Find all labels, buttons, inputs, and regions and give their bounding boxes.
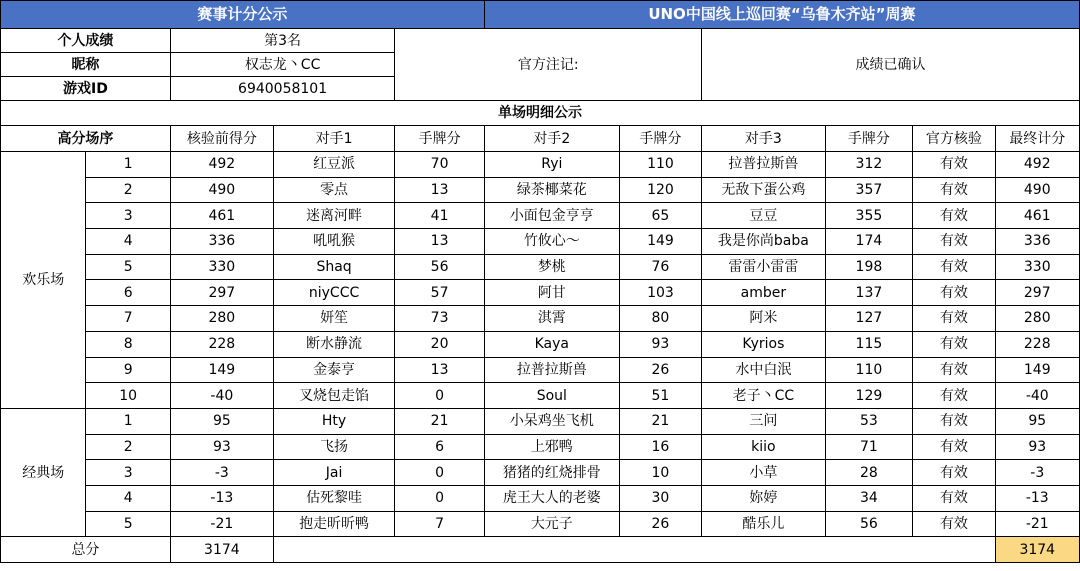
- pre-check-score: 490: [170, 177, 273, 203]
- col-header-seq: 高分场序: [1, 126, 171, 152]
- opponent-1: 迷离河畔: [273, 203, 394, 229]
- col-header-opponent-2: 对手2: [484, 126, 619, 152]
- opponent-2: 梦桃: [484, 254, 619, 280]
- hand-score-3: 174: [825, 229, 913, 255]
- official-check: 有效: [913, 357, 995, 383]
- official-check: 有效: [913, 254, 995, 280]
- match-seq: 4: [86, 229, 170, 255]
- official-note-label: 官方注记:: [395, 29, 702, 101]
- pre-check-score: 95: [170, 408, 273, 434]
- col-header-opponent-1: 对手1: [273, 126, 394, 152]
- hand-score-1: 41: [395, 203, 485, 229]
- match-seq: 3: [86, 203, 170, 229]
- group-label: 欢乐场: [1, 152, 86, 409]
- col-header-hand-2: 手牌分: [619, 126, 701, 152]
- hand-score-1: 13: [395, 177, 485, 203]
- nickname-label: 昵称: [1, 53, 171, 77]
- official-check: 有效: [913, 203, 995, 229]
- pre-check-score: -13: [170, 485, 273, 511]
- final-score: 490: [995, 177, 1079, 203]
- col-header-official-check: 官方核验: [913, 126, 995, 152]
- hand-score-3: 129: [825, 383, 913, 409]
- table-row: [1, 280, 1080, 306]
- match-seq: 3: [86, 460, 170, 486]
- final-score: 95: [995, 408, 1079, 434]
- opponent-3: 豆豆: [702, 203, 826, 229]
- hand-score-2: 103: [619, 280, 701, 306]
- opponent-2: 拉普拉斯兽: [484, 357, 619, 383]
- match-seq: 8: [86, 331, 170, 357]
- rank-label: 个人成绩: [1, 29, 171, 53]
- opponent-3: 雷雷小雷雷: [702, 254, 826, 280]
- opponent-3: 阿米: [702, 306, 826, 332]
- match-seq: 9: [86, 357, 170, 383]
- hand-score-2: 21: [619, 408, 701, 434]
- opponent-1: 飞扬: [273, 434, 394, 460]
- table-row: [1, 383, 1080, 409]
- hand-score-2: 10: [619, 460, 701, 486]
- hand-score-2: 76: [619, 254, 701, 280]
- hand-score-3: 115: [825, 331, 913, 357]
- hand-score-3: 34: [825, 485, 913, 511]
- game-id-label: 游戏ID: [1, 77, 171, 101]
- opponent-1: Jai: [273, 460, 394, 486]
- detail-section-title: 单场明细公示: [1, 101, 1080, 126]
- hand-score-3: 53: [825, 408, 913, 434]
- table-row: [1, 434, 1080, 460]
- nickname-value: 权志龙丶CC: [170, 53, 394, 77]
- opponent-2: 虎王大人的老婆: [484, 485, 619, 511]
- hand-score-1: 21: [395, 408, 485, 434]
- opponent-1: 红豆派: [273, 152, 394, 178]
- official-check: 有效: [913, 511, 995, 537]
- table-row: [1, 408, 1080, 434]
- hand-score-3: 355: [825, 203, 913, 229]
- match-seq: 5: [86, 254, 170, 280]
- opponent-3: 拉普拉斯兽: [702, 152, 826, 178]
- hand-score-1: 0: [395, 383, 485, 409]
- pre-check-score: 492: [170, 152, 273, 178]
- opponent-2: 小呆鸡坐飞机: [484, 408, 619, 434]
- opponent-2: 绿茶椰菜花: [484, 177, 619, 203]
- hand-score-3: 137: [825, 280, 913, 306]
- total-pre-score: 3174: [170, 537, 273, 563]
- opponent-2: 淇霄: [484, 306, 619, 332]
- opponent-1: Shaq: [273, 254, 394, 280]
- total-final-score: 3174: [995, 537, 1079, 563]
- hand-score-3: 110: [825, 357, 913, 383]
- pre-check-score: -21: [170, 511, 273, 537]
- hand-score-3: 312: [825, 152, 913, 178]
- hand-score-2: 80: [619, 306, 701, 332]
- opponent-1: 妍笙: [273, 306, 394, 332]
- pre-check-score: 228: [170, 331, 273, 357]
- table-row: [1, 460, 1080, 486]
- opponent-3: 三问: [702, 408, 826, 434]
- opponent-2: 大元子: [484, 511, 619, 537]
- hand-score-2: 16: [619, 434, 701, 460]
- table-row: [1, 485, 1080, 511]
- opponent-2: 猪猪的红烧排骨: [484, 460, 619, 486]
- hand-score-1: 13: [395, 357, 485, 383]
- opponent-1: 金泰亨: [273, 357, 394, 383]
- final-score: 492: [995, 152, 1079, 178]
- pre-check-score: 336: [170, 229, 273, 255]
- final-score: 149: [995, 357, 1079, 383]
- match-seq: 7: [86, 306, 170, 332]
- opponent-3: 小草: [702, 460, 826, 486]
- match-seq: 4: [86, 485, 170, 511]
- hand-score-1: 13: [395, 229, 485, 255]
- opponent-1: niyCCC: [273, 280, 394, 306]
- total-label: 总分: [1, 537, 171, 563]
- official-check: 有效: [913, 152, 995, 178]
- table-row: [1, 511, 1080, 537]
- hand-score-2: 110: [619, 152, 701, 178]
- pre-check-score: 149: [170, 357, 273, 383]
- official-check: 有效: [913, 383, 995, 409]
- table-row: [1, 357, 1080, 383]
- hand-score-2: 149: [619, 229, 701, 255]
- match-seq: 6: [86, 280, 170, 306]
- col-header-hand-1: 手牌分: [395, 126, 485, 152]
- hand-score-2: 26: [619, 511, 701, 537]
- col-header-opponent-3: 对手3: [702, 126, 826, 152]
- pre-check-score: 330: [170, 254, 273, 280]
- opponent-1: 断水静流: [273, 331, 394, 357]
- match-seq: 10: [86, 383, 170, 409]
- match-seq: 2: [86, 177, 170, 203]
- final-score: 297: [995, 280, 1079, 306]
- official-check: 有效: [913, 331, 995, 357]
- match-seq: 1: [86, 408, 170, 434]
- official-check: 有效: [913, 229, 995, 255]
- game-id-value: 6940058101: [170, 77, 394, 101]
- hand-score-1: 0: [395, 460, 485, 486]
- official-check: 有效: [913, 434, 995, 460]
- opponent-3: 水中白泯: [702, 357, 826, 383]
- official-check: 有效: [913, 460, 995, 486]
- hand-score-1: 20: [395, 331, 485, 357]
- table-row: [1, 203, 1080, 229]
- pre-check-score: 461: [170, 203, 273, 229]
- hand-score-1: 57: [395, 280, 485, 306]
- table-row: [1, 306, 1080, 332]
- hand-score-1: 7: [395, 511, 485, 537]
- final-score: 461: [995, 203, 1079, 229]
- hand-score-2: 51: [619, 383, 701, 409]
- hand-score-2: 30: [619, 485, 701, 511]
- final-score: -3: [995, 460, 1079, 486]
- final-score: 280: [995, 306, 1079, 332]
- event-title: UNO中国线上巡回赛“乌鲁木齐站”周赛: [484, 1, 1079, 29]
- opponent-3: Kyrios: [702, 331, 826, 357]
- pre-check-score: 93: [170, 434, 273, 460]
- table-row: [1, 254, 1080, 280]
- final-score: -21: [995, 511, 1079, 537]
- table-row: [1, 152, 1080, 178]
- opponent-1: 抱走昕昕鸭: [273, 511, 394, 537]
- match-seq: 2: [86, 434, 170, 460]
- opponent-3: 老子丶CC: [702, 383, 826, 409]
- official-check: 有效: [913, 280, 995, 306]
- group-label: 经典场: [1, 408, 86, 536]
- sheet-title: 赛事计分公示: [1, 1, 485, 29]
- table-row: [1, 177, 1080, 203]
- pre-check-score: 280: [170, 306, 273, 332]
- opponent-3: 酷乐儿: [702, 511, 826, 537]
- opponent-1: 估死黎哇: [273, 485, 394, 511]
- hand-score-2: 93: [619, 331, 701, 357]
- table-row: [1, 229, 1080, 255]
- hand-score-3: 357: [825, 177, 913, 203]
- table-row: [1, 331, 1080, 357]
- opponent-3: 无敌下蛋公鸡: [702, 177, 826, 203]
- col-header-hand-3: 手牌分: [825, 126, 913, 152]
- opponent-1: Hty: [273, 408, 394, 434]
- opponent-2: Kaya: [484, 331, 619, 357]
- opponent-1: 吼吼猴: [273, 229, 394, 255]
- official-check: 有效: [913, 177, 995, 203]
- final-score: 336: [995, 229, 1079, 255]
- opponent-3: 妳婷: [702, 485, 826, 511]
- hand-score-2: 26: [619, 357, 701, 383]
- opponent-2: 小面包金亨亨: [484, 203, 619, 229]
- official-check: 有效: [913, 408, 995, 434]
- pre-check-score: -3: [170, 460, 273, 486]
- final-score: -13: [995, 485, 1079, 511]
- pre-check-score: -40: [170, 383, 273, 409]
- final-score: 228: [995, 331, 1079, 357]
- final-score: 93: [995, 434, 1079, 460]
- official-note-value: 成绩已确认: [702, 29, 1080, 101]
- hand-score-1: 6: [395, 434, 485, 460]
- hand-score-2: 65: [619, 203, 701, 229]
- col-header-final-score: 最终计分: [995, 126, 1079, 152]
- hand-score-3: 56: [825, 511, 913, 537]
- opponent-2: 上邪鸭: [484, 434, 619, 460]
- hand-score-1: 70: [395, 152, 485, 178]
- opponent-2: 竹攸心～: [484, 229, 619, 255]
- hand-score-3: 28: [825, 460, 913, 486]
- opponent-3: kiio: [702, 434, 826, 460]
- rank-value: 第3名: [170, 29, 394, 53]
- col-header-pre-score: 核验前得分: [170, 126, 273, 152]
- final-score: -40: [995, 383, 1079, 409]
- hand-score-3: 127: [825, 306, 913, 332]
- opponent-2: 阿甘: [484, 280, 619, 306]
- hand-score-3: 198: [825, 254, 913, 280]
- total-spacer: [273, 537, 995, 563]
- pre-check-score: 297: [170, 280, 273, 306]
- total-row: [1, 537, 1080, 563]
- official-check: 有效: [913, 306, 995, 332]
- opponent-2: Soul: [484, 383, 619, 409]
- opponent-1: 叉烧包走馅: [273, 383, 394, 409]
- hand-score-1: 73: [395, 306, 485, 332]
- hand-score-1: 0: [395, 485, 485, 511]
- match-seq: 5: [86, 511, 170, 537]
- opponent-1: 零点: [273, 177, 394, 203]
- opponent-3: amber: [702, 280, 826, 306]
- final-score: 330: [995, 254, 1079, 280]
- hand-score-2: 120: [619, 177, 701, 203]
- opponent-2: Ryi: [484, 152, 619, 178]
- official-check: 有效: [913, 485, 995, 511]
- opponent-3: 我是你尚baba: [702, 229, 826, 255]
- hand-score-3: 71: [825, 434, 913, 460]
- hand-score-1: 56: [395, 254, 485, 280]
- match-seq: 1: [86, 152, 170, 178]
